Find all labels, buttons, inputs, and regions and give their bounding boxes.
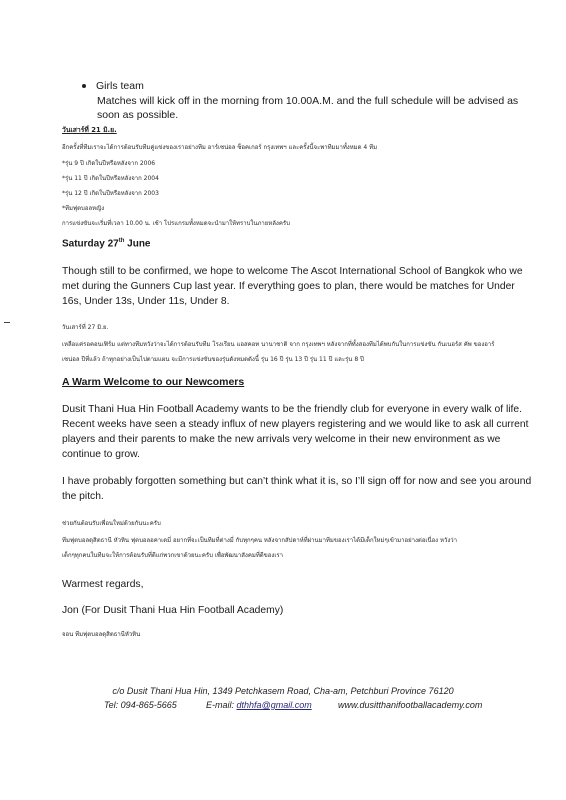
saturday-paragraph: Though still to be confirmed, we hope to welcome The Ascot International School of Bangkok who we met during the Gunners Cup last year. If everything goes to plan, there would be matches for Under 16s, Under 13s, Under 11s, Under 8. [62, 266, 523, 307]
saturday-heading [62, 238, 151, 249]
saturday-heading-text: Saturday 27 [62, 238, 119, 250]
thai-line: *รุ่น 9 ปี เกิดในปีหรือหลังจาก 2006 [62, 160, 156, 167]
thai-line: *ทีมฟุตบอลหญิง [62, 205, 105, 212]
girls-team-bullet [82, 80, 144, 92]
signoff-regards: Warmest regards, [62, 579, 144, 590]
thai-date-heading-21: วันเสาร์ที่ 21 มิ.ย. [62, 126, 117, 134]
signoff-thai-name: จอน ทีมฟุตบอลดุสิตธานีหัวหิน [62, 631, 141, 638]
footer-address: c/o Dusit Thani Hua Hin, 1349 Petchkasem Road, Cha-am, Petchburi Province 76120 [112, 686, 454, 696]
thai-line: อีกครั้งที่ทีมเราจะได้การต้อนรับทีมคู่แข่งของเราอย่างทีม อาร์เซน่อล ซ็อคเกอร์ กรุงเทพฯ และครั้งนี้จะพาทีมมาทั้งหมด 4 ทีม [62, 144, 378, 151]
thai-line: เซน่อล ปีที่แล้ว ถ้าทุกอย่างเป็นไปตามแผน จะมีการแข่งขันของรุ่นดังหมดดังนี้ รุ่น 16 ปี รุ่น 13 ปี รุ่น 11 ปี และรุ่น 8 ปี [62, 356, 364, 363]
thai-line: เด็กๆทุกคนในทีมจะให้การต้อนรับที่ดีแก่พวกเขาด้วยนะครับ เพื่อพัฒนาสังคมที่ดีของเรา [62, 552, 283, 559]
bullet-icon [82, 84, 86, 88]
welcome-paragraph-1: Dusit Thani Hua Hin Football Academy wants to be the friendly club for everyone in every walk of life. Recent weeks have seen a steady influx of new players registering and we would like to ask all current players and their parents to make the new arrivals very welcome in their new environment as we continue to grow. [62, 404, 529, 460]
thai-line: *รุ่น 11 ปี เกิดในปีหรือหลังจาก 2004 [62, 175, 159, 182]
thai-welcome-heading: ช่วยกันต้อนรับเพื่อนใหม่ด้วยกันนะครับ [62, 520, 161, 527]
thai-date-heading-27: วันเสาร์ที่ 27 มิ.ย. [62, 324, 109, 331]
footer-email [206, 700, 312, 710]
footer-email-link[interactable]: dthhfa@gmail.com [236, 700, 312, 710]
girls-matches-text: Matches will kick off in the morning from 10.00A.M. and the full schedule will be advised as soon as possible. [97, 95, 519, 121]
signoff-name: Jon (For Dusit Thani Hua Hin Football Academy) [62, 605, 284, 616]
margin-mark [4, 322, 10, 323]
saturday-heading-month: June [124, 238, 151, 250]
footer-tel: Tel: 094-865-5665 [104, 700, 177, 710]
girls-team-label: Girls team [96, 80, 144, 92]
footer-website[interactable]: www.dusitthanifootballacademy.com [338, 700, 483, 710]
thai-line: เหลือแค่รอคอนเฟิร์ม แต่ทางทีมหวังว่าจะได้การต้อนรับทีม โรงเรียน แอสคอท นานาชาติ จาก กรุงเทพฯ หลังจากที่ทั้งสองทีมได้พบกันในการแข่งขัน กันเนอร์ส คัพ ของอาร์ [62, 341, 495, 348]
thai-line: ทีมฟุตบอลดุสิตธานี หัวหิน ฟุตบอลอคาเดมี่ อยากที่จะเป็นทีมที่ต่างมี่ กับทุกๆคน หลังจากสัปดาห์ที่ผ่านมาทีมของเราได้มีเด็กใหม่ๆเข้ามาอย่างต่อเนื่อง หวังว่า [62, 537, 458, 544]
thai-line: *รุ่น 12 ปี เกิดในปีหรือหลังจาก 2003 [62, 190, 159, 197]
footer-email-label: E-mail: [206, 700, 235, 710]
welcome-heading: A Warm Welcome to our Newcomers [62, 376, 245, 388]
thai-line: การแข่งขันจะเริ่มที่เวลา 10.00 น. เช้า โปรแกรมทั้งหมดจะนำมาให้ทราบในภายหลังครับ [62, 220, 290, 227]
saturday-heading-sup: th [118, 238, 125, 244]
welcome-paragraph-2: I have probably forgotten something but can’t think what it is, so I’ll sign off for now and see you around the pitch. [62, 476, 532, 502]
